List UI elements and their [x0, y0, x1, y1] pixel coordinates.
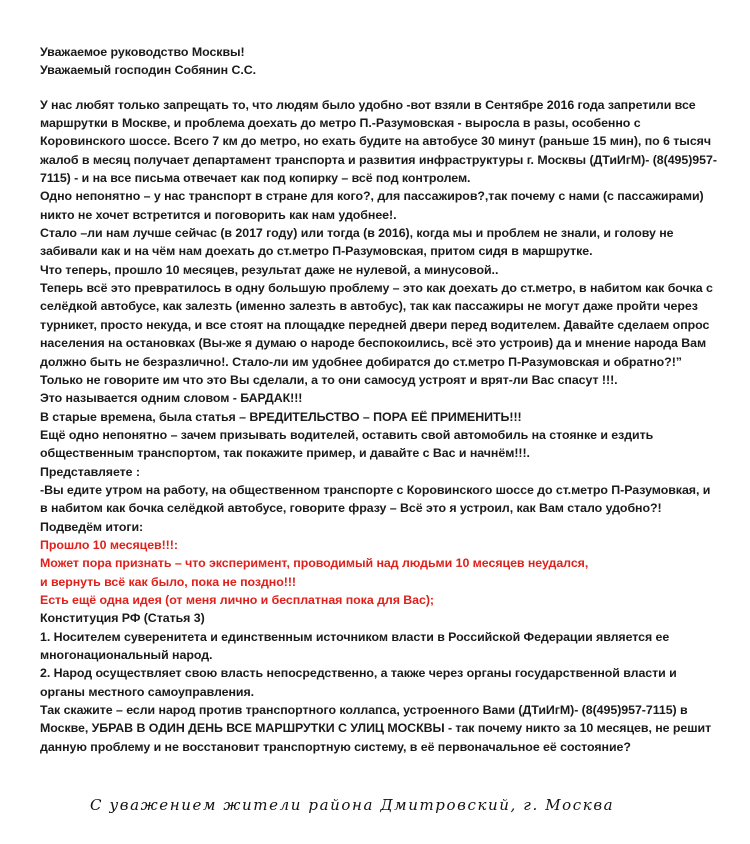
paragraph-article-2: 2. Народ осуществляет свою власть непосредственно, а также через органы государственной власти и органы местного самоуправления. — [40, 666, 677, 699]
letter-body — [40, 43, 720, 756]
greeting-line-1: Уважаемое руководство Москвы! — [40, 45, 245, 59]
signature: С уважением жители района Дмитровский, г. Москва — [90, 796, 615, 814]
paragraph-intro: У нас любят только запрещать то, что людям было удобно -вот взяли в Сентябре 2016 года запретили все маршрутки в Москве, и проблема доехать до метро П.-Разумовская - выросла в разы, особенно с Коровинского шоссе. Всего 7 км до метро, но ехать будите на автобусе 30 минут (раньше 15 мин), по 6 тысяч жалоб в месяц получает департамент транспорта и развития инфраструктуры г. Москвы (ДТиИгМ)- (8(495)957-7115) - и на все письма отвечает как под копирку – всё под контролем. — [40, 97, 717, 186]
paragraph-imagine-heading: Представляете : — [40, 464, 140, 479]
paragraph-question: Одно непонятно – у нас транспорт в стране для кого?, для пассажиров?,так почему с нами (с пассажирами) никто не хочет встретится и поговорить как нам удобнее!. — [40, 189, 704, 222]
red-line-return: и вернуть всё как было, пока не поздно!!! — [40, 574, 296, 589]
red-line-months: Прошло 10 месяцев!!!: — [40, 537, 178, 552]
spacer — [40, 80, 720, 96]
paragraph-drivers: Ещё одно непонятно – зачем призывать водителей, оставить свой автомобиль на стоянке и ездить общественным транспортом, так покажите пример, и давайте с Вас и начнём!!!. — [40, 427, 654, 461]
red-line-experiment: Может пора признать – что эксперимент, проводимый над людьми 10 месяцев неудался, — [40, 556, 589, 571]
paragraph-result: Что теперь, прошло 10 месяцев, результат даже не нулевой, а минусовой.. — [40, 262, 499, 277]
paragraph-comparison: Стало –ли нам лучше сейчас (в 2017 году) или тогда (в 2016), когда мы и проблем не знали, и голову не забивали как и на чём нам доехать до ст.метро П-Разумовская, притом сидя в маршрутке. — [40, 226, 674, 259]
paragraph-summary-heading: Подведём итоги: — [40, 519, 144, 534]
paragraph-imagine: -Вы едите утром на работу, на общественном транспорте с Коровинского шоссе до ст.метро П-Разумовкая, и в набитом как бочка селёдкой автобусе, говорите фразу – Всё это я устроил, как Вам стало удобно?! — [40, 482, 711, 516]
greeting-line-2: Уважаемый господин Собянин С.С. — [40, 63, 257, 78]
paragraph-problem: Теперь всё это превратилось в одну большую проблему – это как доехать до ст.метро, в набитом как бочка с селёдкой автобусе, как залезть (именно залезть в автобус), так как пассажиры не могут даже пройти через турникет, просто некуда, и все стоят на площадке передней двери перед водителем. Давайте сделаем опрос населения на остановках (Вы-же я думаю о народе беспокоились, всё это устроив) да и мнение народа Вам должно быть не безразлично!. Стало-ли им удобнее добиратся до ст.метро П-Разумовская и обратно?!” Только не говорите им что это Вы сделали, а то они самосуд устроят и врят-ли Вас спасут !!!. — [40, 281, 713, 387]
paragraph-article-1: 1. Носителем суверенитета и единственным источником власти в Российской Федерации является ее многонациональный народ. — [40, 629, 670, 662]
red-line-idea: Есть ещё одна идея (от меня лично и бесплатная пока для Вас); — [40, 592, 435, 607]
paragraph-statute: В старые времена, была статья – ВРЕДИТЕЛЬСТВО – ПОРА ЕЁ ПРИМЕНИТЬ!!! — [40, 409, 522, 424]
paragraph-conclusion: Так скажите – если народ против транспортного коллапса, устроенного Вами (ДТиИгМ)- (8(495)957-7115) в Москве, УБРАВ В ОДИН ДЕНЬ ВСЕ МАРШРУТКИ С УЛИЦ МОСКВЫ - так почему никто за 10 месяцев, не решит данную проблему и не восстановит транспортную систему, в её первоначальное её состояние? — [40, 703, 712, 754]
paragraph-bardak: Это называется одним словом - БАРДАК!!! — [40, 391, 303, 406]
paragraph-constitution-heading: Конституция РФ (Статья 3) — [40, 611, 205, 626]
